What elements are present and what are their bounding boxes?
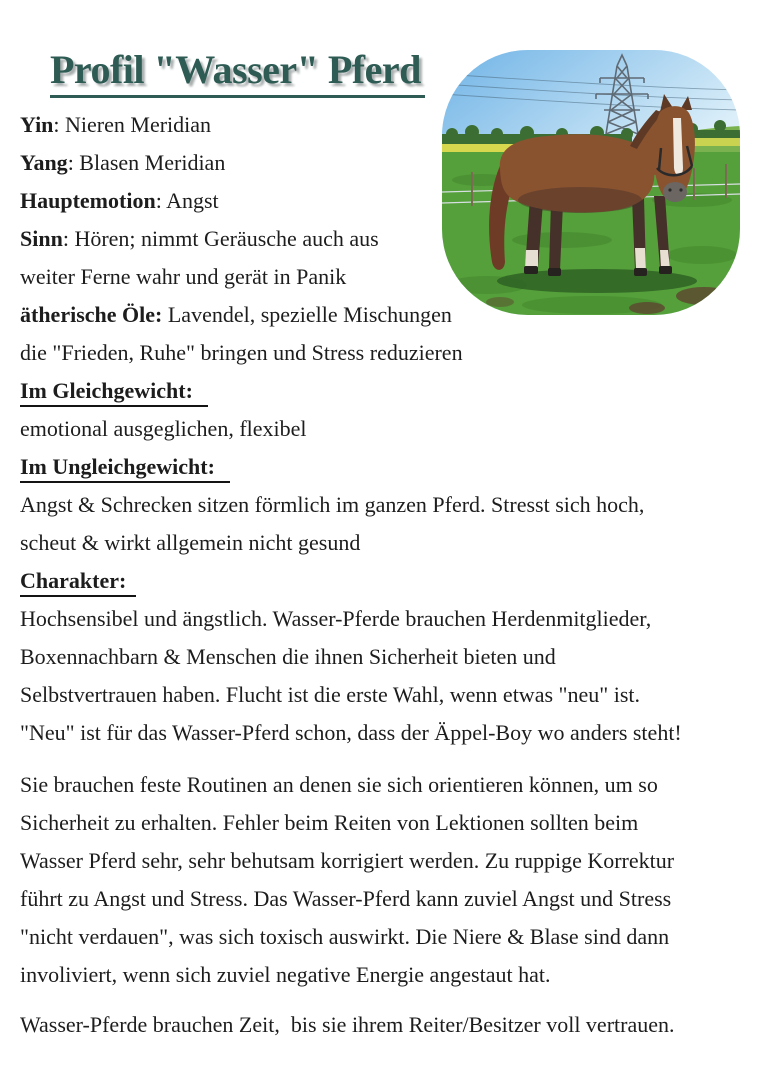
article-text <box>20 106 761 1044</box>
text-line <box>20 448 761 486</box>
field-label: Yin <box>20 112 54 137</box>
text-run: weiter Ferne wahr und gerät in Panik <box>20 264 347 289</box>
text-run: Angst & Schrecken sitzen förmlich im ganzen Pferd. Stresst sich hoch, <box>20 492 645 517</box>
text-run: Lavendel, spezielle Mischungen <box>162 302 452 327</box>
text-run: Wasser Pferd sehr, sehr behutsam korrigiert werden. Zu ruppige Korrektur <box>20 848 675 873</box>
text-run: : Nieren Meridian <box>53 112 212 137</box>
text-line <box>20 486 761 524</box>
section-heading: Im Ungleichgewicht: <box>20 452 230 483</box>
text-line <box>20 524 761 562</box>
text-run: Hochsensibel und ängstlich. Wasser-Pferde brauchen Herdenmitglieder, <box>20 606 652 631</box>
field-label: Sinn <box>20 226 63 251</box>
text-line <box>20 766 761 804</box>
text-line <box>20 714 761 752</box>
text-run: involiviert, wenn sich zuviel negative Energie angestaut hat. <box>20 962 551 987</box>
page-title-text: Profil "Wasser" Pferd <box>50 46 425 98</box>
text-run: : Hören; nimmt Geräusche auch aus <box>62 226 379 251</box>
text-line <box>20 638 761 676</box>
text-line <box>20 804 761 842</box>
text-line <box>20 918 761 956</box>
text-run: Wasser-Pferde brauchen Zeit, bis sie ihrem Reiter/Besitzer voll vertrauen. <box>20 1012 675 1037</box>
text-line <box>20 296 761 334</box>
text-line <box>20 372 761 410</box>
text-line <box>20 562 761 600</box>
field-label: Hauptemotion <box>20 188 156 213</box>
field-label: Yang <box>20 150 68 175</box>
text-run: Sie brauchen feste Routinen an denen sie sich orientieren können, um so <box>20 772 658 797</box>
text-run: scheut & wirkt allgemein nicht gesund <box>20 530 361 555</box>
text-run: Sicherheit zu erhalten. Fehler beim Reiten von Lektionen sollten beim <box>20 810 639 835</box>
text-run: führt zu Angst und Stress. Das Wasser-Pferd kann zuviel Angst und Stress <box>20 886 672 911</box>
text-run: "Neu" ist für das Wasser-Pferd schon, dass der Äppel-Boy wo anders steht! <box>20 720 682 745</box>
text-line <box>20 1006 761 1044</box>
text-line <box>20 676 761 714</box>
text-line <box>20 144 761 182</box>
text-line <box>20 182 761 220</box>
text-run: emotional ausgeglichen, flexibel <box>20 416 307 441</box>
text-line <box>20 880 761 918</box>
text-line <box>20 410 761 448</box>
text-run: Boxennachbarn & Menschen die ihnen Sicherheit bieten und <box>20 644 556 669</box>
page-title <box>50 46 425 98</box>
text-run: die "Frieden, Ruhe" bringen und Stress reduzieren <box>20 340 463 365</box>
field-label: ätherische Öle: <box>20 302 163 327</box>
section-heading: Charakter: <box>20 566 136 597</box>
text-line <box>20 956 761 994</box>
text-run: Selbstvertrauen haben. Flucht ist die erste Wahl, wenn etwas "neu" ist. <box>20 682 641 707</box>
text-line <box>20 842 761 880</box>
text-line <box>20 334 761 372</box>
text-run: : Blasen Meridian <box>67 150 226 175</box>
text-run: : Angst <box>155 188 219 213</box>
section-heading: Im Gleichgewicht: <box>20 376 208 407</box>
text-line <box>20 106 761 144</box>
text-line <box>20 600 761 638</box>
text-line <box>20 220 761 258</box>
text-line <box>20 258 761 296</box>
text-run: "nicht verdauen", was sich toxisch auswirkt. Die Niere & Blase sind dann <box>20 924 670 949</box>
